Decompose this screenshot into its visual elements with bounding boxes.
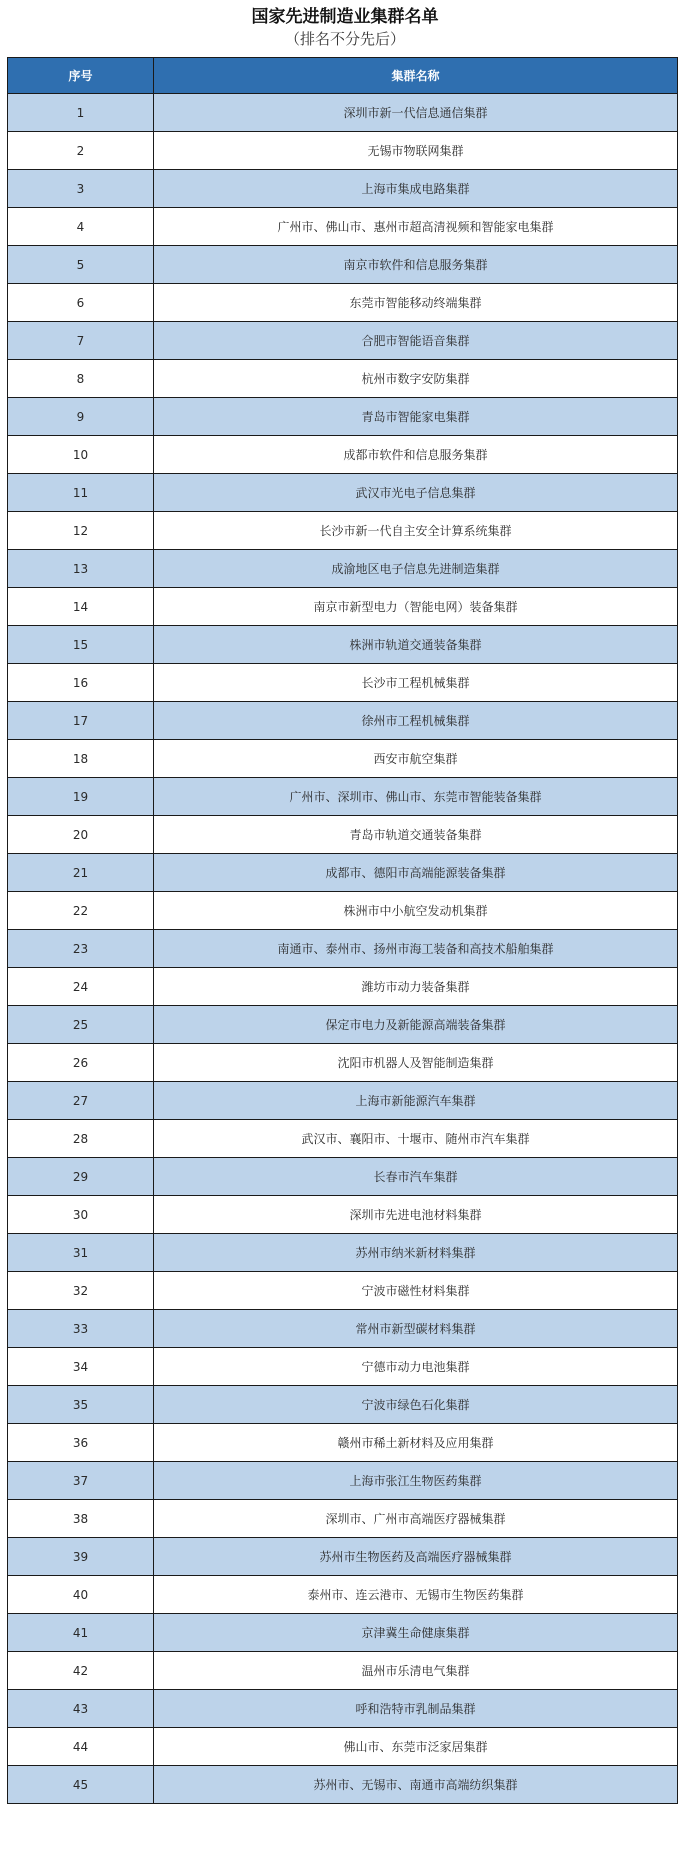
header-cluster-name: 集群名称	[154, 58, 678, 94]
row-index: 40	[8, 1576, 154, 1614]
table-row	[8, 968, 678, 1006]
row-index: 8	[8, 360, 154, 398]
table-row	[8, 588, 678, 626]
row-cluster-name: 广州市、佛山市、惠州市超高清视频和智能家电集群	[154, 208, 678, 246]
row-index: 28	[8, 1120, 154, 1158]
table-row	[8, 1234, 678, 1272]
row-cluster-name: 苏州市生物医药及高端医疗器械集群	[154, 1538, 678, 1576]
row-cluster-name: 无锡市物联网集群	[154, 132, 678, 170]
row-index: 14	[8, 588, 154, 626]
row-cluster-name: 成渝地区电子信息先进制造集群	[154, 550, 678, 588]
table-row	[8, 246, 678, 284]
row-index: 45	[8, 1766, 154, 1804]
table-row	[8, 1082, 678, 1120]
row-cluster-name: 青岛市智能家电集群	[154, 398, 678, 436]
row-index: 13	[8, 550, 154, 588]
row-cluster-name: 株洲市中小航空发动机集群	[154, 892, 678, 930]
table-row	[8, 892, 678, 930]
row-index: 2	[8, 132, 154, 170]
row-cluster-name: 上海市张江生物医药集群	[154, 1462, 678, 1500]
row-index: 31	[8, 1234, 154, 1272]
table-row	[8, 1348, 678, 1386]
row-cluster-name: 广州市、深圳市、佛山市、东莞市智能装备集群	[154, 778, 678, 816]
row-index: 24	[8, 968, 154, 1006]
table-row	[8, 322, 678, 360]
row-index: 29	[8, 1158, 154, 1196]
row-index: 4	[8, 208, 154, 246]
row-index: 7	[8, 322, 154, 360]
row-index: 9	[8, 398, 154, 436]
table-row	[8, 1196, 678, 1234]
table-row	[8, 664, 678, 702]
table-row	[8, 1500, 678, 1538]
row-cluster-name: 温州市乐清电气集群	[154, 1652, 678, 1690]
table-row	[8, 474, 678, 512]
row-cluster-name: 赣州市稀土新材料及应用集群	[154, 1424, 678, 1462]
row-cluster-name: 宁德市动力电池集群	[154, 1348, 678, 1386]
row-index: 5	[8, 246, 154, 284]
row-index: 19	[8, 778, 154, 816]
table-row	[8, 284, 678, 322]
row-index: 16	[8, 664, 154, 702]
table-row	[8, 550, 678, 588]
table-row	[8, 1576, 678, 1614]
row-index: 15	[8, 626, 154, 664]
row-index: 33	[8, 1310, 154, 1348]
table-row	[8, 702, 678, 740]
row-cluster-name: 徐州市工程机械集群	[154, 702, 678, 740]
row-index: 34	[8, 1348, 154, 1386]
row-cluster-name: 宁波市绿色石化集群	[154, 1386, 678, 1424]
table-row	[8, 94, 678, 132]
row-cluster-name: 青岛市轨道交通装备集群	[154, 816, 678, 854]
table-row	[8, 436, 678, 474]
table-row	[8, 1690, 678, 1728]
row-cluster-name: 长沙市工程机械集群	[154, 664, 678, 702]
row-cluster-name: 京津冀生命健康集群	[154, 1614, 678, 1652]
row-cluster-name: 泰州市、连云港市、无锡市生物医药集群	[154, 1576, 678, 1614]
table-row	[8, 1158, 678, 1196]
row-index: 44	[8, 1728, 154, 1766]
row-cluster-name: 深圳市先进电池材料集群	[154, 1196, 678, 1234]
row-index: 38	[8, 1500, 154, 1538]
row-cluster-name: 成都市软件和信息服务集群	[154, 436, 678, 474]
row-cluster-name: 上海市集成电路集群	[154, 170, 678, 208]
table-row	[8, 626, 678, 664]
table-row	[8, 930, 678, 968]
row-cluster-name: 宁波市磁性材料集群	[154, 1272, 678, 1310]
table-row	[8, 1462, 678, 1500]
row-index: 21	[8, 854, 154, 892]
row-cluster-name: 苏州市、无锡市、南通市高端纺织集群	[154, 1766, 678, 1804]
table-row	[8, 854, 678, 892]
row-index: 26	[8, 1044, 154, 1082]
row-index: 35	[8, 1386, 154, 1424]
row-index: 23	[8, 930, 154, 968]
row-index: 20	[8, 816, 154, 854]
row-cluster-name: 深圳市新一代信息通信集群	[154, 94, 678, 132]
table-row	[8, 170, 678, 208]
row-cluster-name: 武汉市、襄阳市、十堰市、随州市汽车集群	[154, 1120, 678, 1158]
row-cluster-name: 合肥市智能语音集群	[154, 322, 678, 360]
table-row	[8, 1310, 678, 1348]
table-row	[8, 398, 678, 436]
table-row	[8, 1044, 678, 1082]
row-cluster-name: 呼和浩特市乳制品集群	[154, 1690, 678, 1728]
row-cluster-name: 武汉市光电子信息集群	[154, 474, 678, 512]
table-row	[8, 1272, 678, 1310]
table-row	[8, 1424, 678, 1462]
row-cluster-name: 南京市软件和信息服务集群	[154, 246, 678, 284]
row-index: 39	[8, 1538, 154, 1576]
row-index: 32	[8, 1272, 154, 1310]
table-row	[8, 360, 678, 398]
row-cluster-name: 长春市汽车集群	[154, 1158, 678, 1196]
row-cluster-name: 成都市、德阳市高端能源装备集群	[154, 854, 678, 892]
table-row	[8, 778, 678, 816]
row-cluster-name: 佛山市、东莞市泛家居集群	[154, 1728, 678, 1766]
row-index: 17	[8, 702, 154, 740]
row-index: 27	[8, 1082, 154, 1120]
row-cluster-name: 保定市电力及新能源高端装备集群	[154, 1006, 678, 1044]
row-index: 6	[8, 284, 154, 322]
table-row	[8, 1006, 678, 1044]
page-title: 国家先进制造业集群名单	[251, 7, 439, 27]
page-subtitle: （排名不分先后）	[284, 30, 405, 48]
row-index: 42	[8, 1652, 154, 1690]
row-cluster-name: 西安市航空集群	[154, 740, 678, 778]
row-index: 3	[8, 170, 154, 208]
row-index: 36	[8, 1424, 154, 1462]
row-cluster-name: 潍坊市动力装备集群	[154, 968, 678, 1006]
row-cluster-name: 常州市新型碳材料集群	[154, 1310, 678, 1348]
table-row	[8, 1538, 678, 1576]
table-row	[8, 512, 678, 550]
row-index: 11	[8, 474, 154, 512]
row-index: 1	[8, 94, 154, 132]
row-index: 30	[8, 1196, 154, 1234]
row-index: 22	[8, 892, 154, 930]
cluster-table	[7, 57, 678, 1804]
row-cluster-name: 长沙市新一代自主安全计算系统集群	[154, 512, 678, 550]
table-row	[8, 1652, 678, 1690]
row-cluster-name: 东莞市智能移动终端集群	[154, 284, 678, 322]
row-index: 41	[8, 1614, 154, 1652]
row-cluster-name: 沈阳市机器人及智能制造集群	[154, 1044, 678, 1082]
row-cluster-name: 苏州市纳米新材料集群	[154, 1234, 678, 1272]
table-row	[8, 816, 678, 854]
row-index: 12	[8, 512, 154, 550]
row-index: 10	[8, 436, 154, 474]
row-cluster-name: 深圳市、广州市高端医疗器械集群	[154, 1500, 678, 1538]
header-index: 序号	[8, 58, 154, 94]
table-row	[8, 208, 678, 246]
row-index: 18	[8, 740, 154, 778]
table-row	[8, 1728, 678, 1766]
table-row	[8, 1614, 678, 1652]
table-row	[8, 1120, 678, 1158]
table-header-row	[8, 58, 678, 94]
table-body	[8, 94, 678, 1804]
row-index: 25	[8, 1006, 154, 1044]
row-cluster-name: 南通市、泰州市、扬州市海工装备和高技术船舶集群	[154, 930, 678, 968]
row-cluster-name: 南京市新型电力（智能电网）装备集群	[154, 588, 678, 626]
row-index: 37	[8, 1462, 154, 1500]
table-row	[8, 1386, 678, 1424]
row-index: 43	[8, 1690, 154, 1728]
row-cluster-name: 上海市新能源汽车集群	[154, 1082, 678, 1120]
row-cluster-name: 杭州市数字安防集群	[154, 360, 678, 398]
table-row	[8, 132, 678, 170]
table-row	[8, 1766, 678, 1804]
table-row	[8, 740, 678, 778]
row-cluster-name: 株洲市轨道交通装备集群	[154, 626, 678, 664]
